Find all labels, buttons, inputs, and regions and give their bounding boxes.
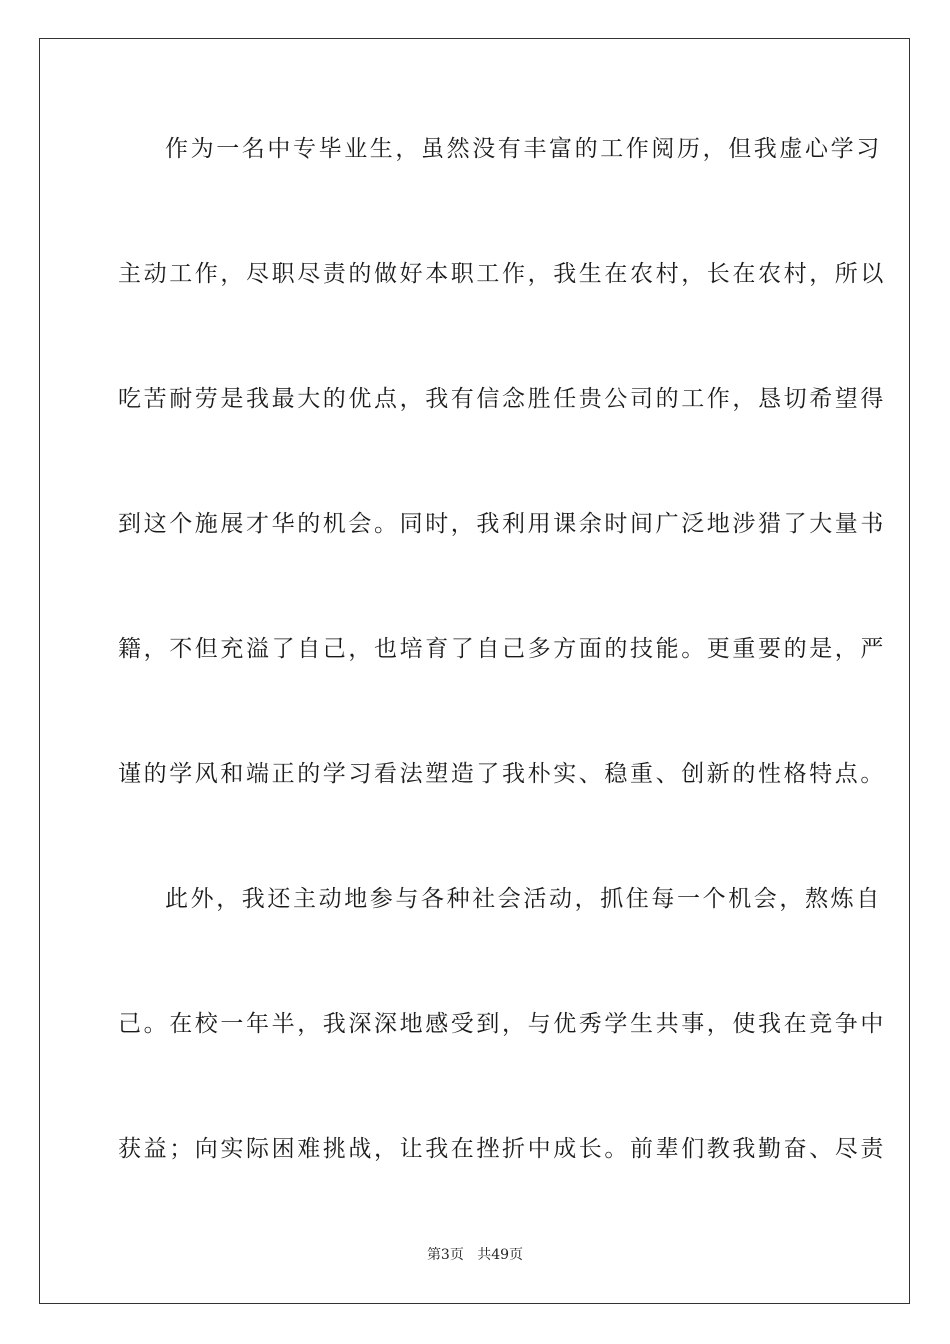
paragraph-1-line-3: 吃苦耐劳是我最大的优点，我有信念胜任贵公司的工作，恳切希望得 xyxy=(118,386,886,412)
paragraph-1-line-4: 到这个施展才华的机会。同时，我利用课余时间广泛地涉猎了大量书 xyxy=(118,511,886,537)
paragraph-2-line-2: 己。在校一年半，我深深地感受到，与优秀学生共事，使我在竞争中 xyxy=(118,1011,886,1037)
paragraph-2-line-3: 获益；向实际困难挑战，让我在挫折中成长。前辈们教我勤奋、尽责 xyxy=(118,1136,886,1162)
paragraph-1-line-2: 主动工作，尽职尽责的做好本职工作，我生在农村，长在农村，所以 xyxy=(118,261,886,287)
paragraph-1-line-5: 籍，不但充溢了自己，也培育了自己多方面的技能。更重要的是，严 xyxy=(118,636,886,662)
total-pages: 共49页 xyxy=(477,1247,524,1263)
paragraph-1-line-1: 作为一名中专毕业生，虽然没有丰富的工作阅历，但我虚心学习 xyxy=(165,136,882,162)
page-border xyxy=(39,38,910,1304)
paragraph-1-line-6: 谨的学风和端正的学习看法塑造了我朴实、稳重、创新的性格特点。 xyxy=(118,761,886,787)
page-footer xyxy=(0,1246,950,1264)
page-number: 第3页 xyxy=(426,1247,464,1263)
paragraph-2-line-1: 此外，我还主动地参与各种社会活动，抓住每一个机会，熬炼自 xyxy=(165,886,882,912)
footer-spacer xyxy=(464,1247,477,1263)
